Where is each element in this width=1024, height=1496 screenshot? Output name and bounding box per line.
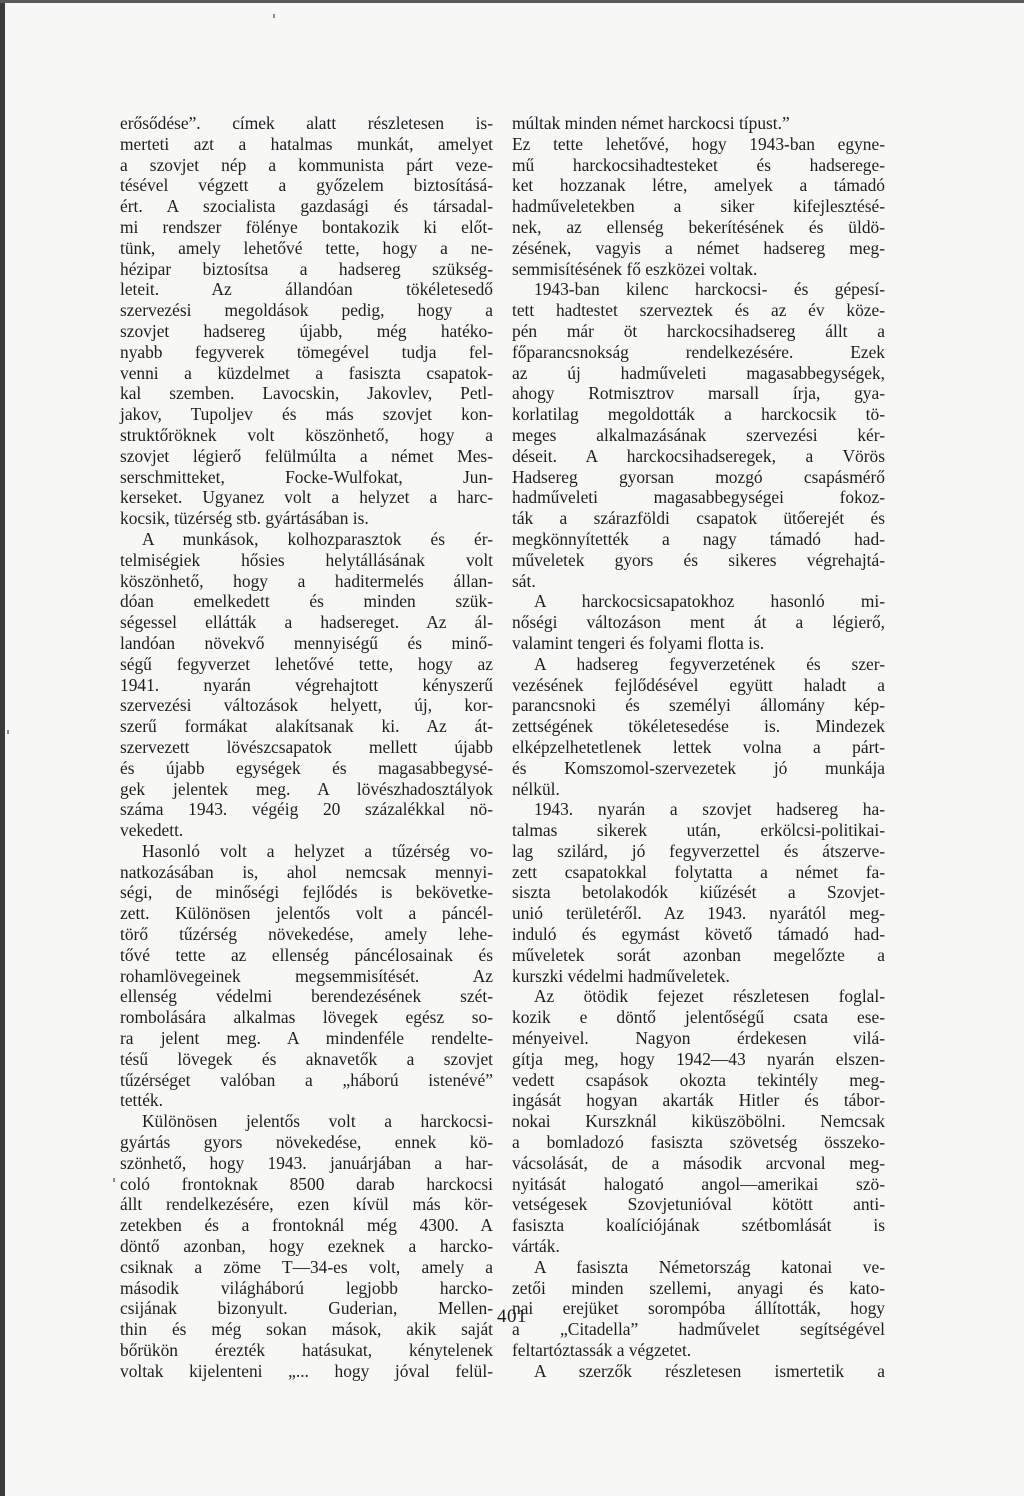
text-line: serschmitteket, Focke-Wulfokat, Jun- xyxy=(120,466,493,487)
text-line: siszta betolakodók kiűzését a Szovjet- xyxy=(512,882,885,903)
text-line: bőrükön érezték hatásukat, kénytelenek xyxy=(120,1340,493,1361)
right-text-column xyxy=(512,113,885,1382)
text-line: gítja meg, hogy 1942—43 nyarán elszen- xyxy=(512,1048,885,1069)
text-line: rohamlövegeinek megsemmisítését. Az xyxy=(120,965,493,986)
text-line: szovjet hadsereg újabb, még hatéko- xyxy=(120,320,493,341)
text-line: thin és még sokan mások, akik saját xyxy=(120,1319,493,1340)
text-line: nyabb fegyverek tömegével tudja fel- xyxy=(120,341,493,362)
text-line: induló és egymást követő támadó had- xyxy=(512,924,885,945)
text-line: hézipar biztosítsa a hadsereg szükség- xyxy=(120,258,493,279)
text-line: fasiszta koalíciójának szétbomlását is xyxy=(512,1215,885,1236)
text-line: feltartóztassák a végzetet. xyxy=(512,1340,692,1361)
text-line: döntő azonban, hogy ezeknek a harcko- xyxy=(120,1236,493,1257)
text-line: zett. Különösen jelentős volt a páncél- xyxy=(120,903,493,924)
text-line: tésével végzett a győzelem biztosításá- xyxy=(120,175,493,196)
text-line: kozik e döntő jelentőségű csata ese- xyxy=(512,1007,885,1028)
text-line: ért. A szocialista gazdasági és társadal- xyxy=(120,196,493,217)
text-line: mi rendszer fölénye bontakozik ki előt- xyxy=(120,216,493,237)
text-line: és újabb egységek és magasabbegysé- xyxy=(120,757,493,778)
text-line: nélkül. xyxy=(512,778,560,799)
text-line: coló frontoknak 8500 darab harckocsi xyxy=(120,1173,493,1194)
text-line: venni a küzdelmet a fasiszta csapatok- xyxy=(120,362,493,383)
text-line: ahogy Rotmisztrov marsall írja, gya- xyxy=(512,383,885,404)
text-line: csiknak a zöme T—34-es volt, amely a xyxy=(120,1256,493,1277)
text-line: zetekben és a frontoknál még 4300. A xyxy=(120,1215,493,1236)
text-line: 1943-ban kilenc harckocsi- és gépesí- xyxy=(534,279,885,300)
text-line: szervezési megoldások pedig, hogy a xyxy=(120,300,493,321)
text-line: Ez tette lehetővé, hogy 1943-ban egyne- xyxy=(512,133,885,154)
text-line: várták. xyxy=(512,1236,560,1257)
text-line: megkönnyítették a nagy támadó had- xyxy=(512,528,885,549)
text-line: második világháború legjobb harcko- xyxy=(120,1277,493,1298)
text-line: merteti azt a hatalmas munkát, amelyet xyxy=(120,133,493,154)
text-line: valamint tengeri és folyami flotta is. xyxy=(512,632,765,653)
text-line: tették. xyxy=(120,1090,163,1111)
text-line: tűzérséget valóban a „háború istenévé” xyxy=(120,1069,493,1090)
text-line: déseit. A harckocsihadseregek, a Vörös xyxy=(512,445,885,466)
text-line: vezésének fejlődésével együtt haladt a xyxy=(512,674,885,695)
text-line: meges alkalmazásának szervezési kér- xyxy=(512,424,885,445)
text-line: pén már öt harckocsihadsereg állt a xyxy=(512,320,885,341)
text-line: leteit. Az állandóan tökéletesedő xyxy=(120,279,493,300)
text-line: főparancsnokság rendelkezésére. Ezek xyxy=(512,341,885,362)
text-line: erősődése”. címek alatt részletesen is- xyxy=(120,113,493,133)
text-line: mű harckocsihadtesteket és hadserege- xyxy=(512,154,885,175)
text-line: a bomladozó fasiszta szövetség összeko- xyxy=(512,1132,885,1153)
text-line: sát. xyxy=(512,570,536,591)
text-line: korlatilag megoldották a harckocsik tö- xyxy=(512,404,885,425)
text-line: vetségesek Szovjetunióval kötött anti- xyxy=(512,1194,885,1215)
text-line: talmas sikerek után, erkölcsi-politikai- xyxy=(512,820,885,841)
text-line: ra jelent meg. A mindenféle rendelte- xyxy=(120,1028,493,1049)
text-line: törő tűzérség növekedése, amely lehe- xyxy=(120,924,493,945)
text-line: semmisítésének fő eszközei voltak. xyxy=(512,258,758,279)
text-line: kurszki védelmi hadműveletek. xyxy=(512,965,730,986)
scan-edge-top xyxy=(0,0,1024,3)
text-line: köszönhető, hogy a haditermelés állan- xyxy=(120,570,493,591)
scan-edge-left xyxy=(0,0,5,1496)
text-line: lag szilárd, jó fegyverzettel és átszerve- xyxy=(512,840,885,861)
text-line: csijának bizonyult. Guderian, Mellen- xyxy=(120,1298,493,1319)
text-line: hadműveleti magasabbegységei fokoz- xyxy=(512,487,885,508)
scan-speck xyxy=(113,1178,115,1182)
text-line: nyitását halogató angol—amerikai szö- xyxy=(512,1173,885,1194)
text-line: nai erejüket sorompóba állították, hogy xyxy=(512,1298,885,1319)
text-line: landóan növekvő mennyiségű és minő- xyxy=(120,632,493,653)
text-line: ségessel ellátták a hadsereget. Az ál- xyxy=(120,612,493,633)
text-line: vedett csapások okozta tekintély meg- xyxy=(512,1069,885,1090)
text-line: elképzelhetetlenek lettek volna a párt- xyxy=(512,736,885,757)
text-line: kocsik, tüzérség stb. gyártásában is. xyxy=(120,508,369,529)
text-line: állt rendelkezésére, ezen kívül más kör- xyxy=(120,1194,493,1215)
text-line: ellenség védelmi berendezésének szét- xyxy=(120,986,493,1007)
text-line: parancsnoki és személyi állomány kép- xyxy=(512,695,885,716)
text-line: tővé tette az ellenség páncélosainak és xyxy=(120,944,493,965)
text-line: szovjet légierő felülmúlta a német Mes- xyxy=(120,445,493,466)
text-line: zettségének tökéletesedése is. Mindezek xyxy=(512,716,885,737)
text-line: natkozásában is, ahol nemcsak mennyi- xyxy=(120,861,493,882)
text-line: A fasiszta Németország katonai ve- xyxy=(534,1256,885,1277)
text-line: gyártás gyors növekedése, ennek kö- xyxy=(120,1132,493,1153)
text-line: kerseket. Ugyanez volt a helyzet a harc- xyxy=(120,487,493,508)
text-line: Különösen jelentős volt a harckocsi- xyxy=(142,1111,493,1132)
text-line: 1943. nyarán a szovjet hadsereg ha- xyxy=(534,799,885,820)
text-line: nek, az ellenség bekerítésének és üldö- xyxy=(512,216,885,237)
text-line: műveletek gyors és sikeres végrehajtá- xyxy=(512,549,885,570)
text-line: jakov, Tupoljev és más szovjet kon- xyxy=(120,404,493,425)
text-line: száma 1943. végéig 20 százalékkal nö- xyxy=(120,799,493,820)
text-line: telmiségiek hősies helytállásának volt xyxy=(120,549,493,570)
scan-speck xyxy=(273,14,275,18)
left-text-column xyxy=(120,113,493,1382)
text-line: vekedett. xyxy=(120,820,184,841)
text-line: A harckocsicsapatokhoz hasonló mi- xyxy=(534,591,885,612)
text-line: az új hadműveleti magasabbegységek, xyxy=(512,362,885,383)
text-line: tett hadtestet szerveztek és az év köze- xyxy=(512,300,885,321)
text-line: voltak kijelenteni „... hogy jóval felül- xyxy=(120,1360,493,1381)
text-line: vácsolását, de a második arcvonal meg- xyxy=(512,1152,885,1173)
text-line: szervezett lövészcsapatok mellett újabb xyxy=(120,736,493,757)
text-line: Hadsereg gyorsan mozgó csapásmérő xyxy=(512,466,885,487)
text-line: 1941. nyarán végrehajtott kényszerű xyxy=(120,674,493,695)
text-line: dóan emelkedett és minden szük- xyxy=(120,591,493,612)
text-line: szönhető, hogy 1943. januárjában a har- xyxy=(120,1152,493,1173)
text-line: hadműveletekben a siker kifejlesztésé- xyxy=(512,196,885,217)
scan-speck xyxy=(7,730,9,734)
text-line: a szovjet nép a kommunista párt veze- xyxy=(120,154,493,175)
text-line: Az ötödik fejezet részletesen foglal- xyxy=(534,986,885,1007)
text-line: zett csapatokkal folytatta a német fa- xyxy=(512,861,885,882)
text-line: tünk, amely lehetővé tette, hogy a ne- xyxy=(120,237,493,258)
text-line: A hadsereg fegyverzetének és szer- xyxy=(534,653,885,674)
text-line: unió területéről. Az 1943. nyarától meg- xyxy=(512,903,885,924)
text-line: ségű fegyverzet lehetővé tette, hogy az xyxy=(120,653,493,674)
text-line: gek jelentek meg. A lövészhadosztályok xyxy=(120,778,493,799)
text-line: A munkások, kolhozparasztok és ér- xyxy=(142,528,493,549)
text-line: ingását hogyan akarták Hitler és tábor- xyxy=(512,1090,885,1111)
text-line: tésű lövegek és aknavetők a szovjet xyxy=(120,1048,493,1069)
text-line: szervezési változások helyett, új, kor- xyxy=(120,695,493,716)
text-line: ket hozzanak létre, amelyek a támadó xyxy=(512,175,885,196)
text-line: szerű formákat alakítsanak ki. Az át- xyxy=(120,716,493,737)
text-line: nokai Kurszknál kiküszöbölni. Nemcsak xyxy=(512,1111,885,1132)
text-line: struktőröknek volt köszönhető, hogy a xyxy=(120,424,493,445)
text-line: a „Citadella” hadművelet segítségével xyxy=(512,1319,885,1340)
text-line: múltak minden német harckocsi típust.” xyxy=(512,113,790,133)
text-line: zetői minden szellemi, anyagi és kato- xyxy=(512,1277,885,1298)
text-line: kal szemben. Lavocskin, Jakovlev, Petl- xyxy=(120,383,493,404)
text-line: és Komszomol-szervezetek jó munkája xyxy=(512,757,885,778)
text-line: ségi, de minőségi fejlődés is bekövetke- xyxy=(120,882,493,903)
text-line: A szerzők részletesen ismertetik a xyxy=(534,1360,885,1381)
text-line: ták a szárazföldi csapatok ütőerejét és xyxy=(512,508,885,529)
text-line: ményeivel. Nagyon érdekesen vilá- xyxy=(512,1028,885,1049)
text-line: műveletek sorát azonban megelőzte a xyxy=(512,944,885,965)
text-line: nőségi változáson ment át a légierő, xyxy=(512,612,885,633)
text-line: Hasonló volt a helyzet a tűzérség vo- xyxy=(142,840,493,861)
text-line: zésének, vagyis a német hadsereg meg- xyxy=(512,237,885,258)
page-number: 401 xyxy=(497,1306,527,1327)
text-line: rombolására alkalmas lövegek egész so- xyxy=(120,1007,493,1028)
